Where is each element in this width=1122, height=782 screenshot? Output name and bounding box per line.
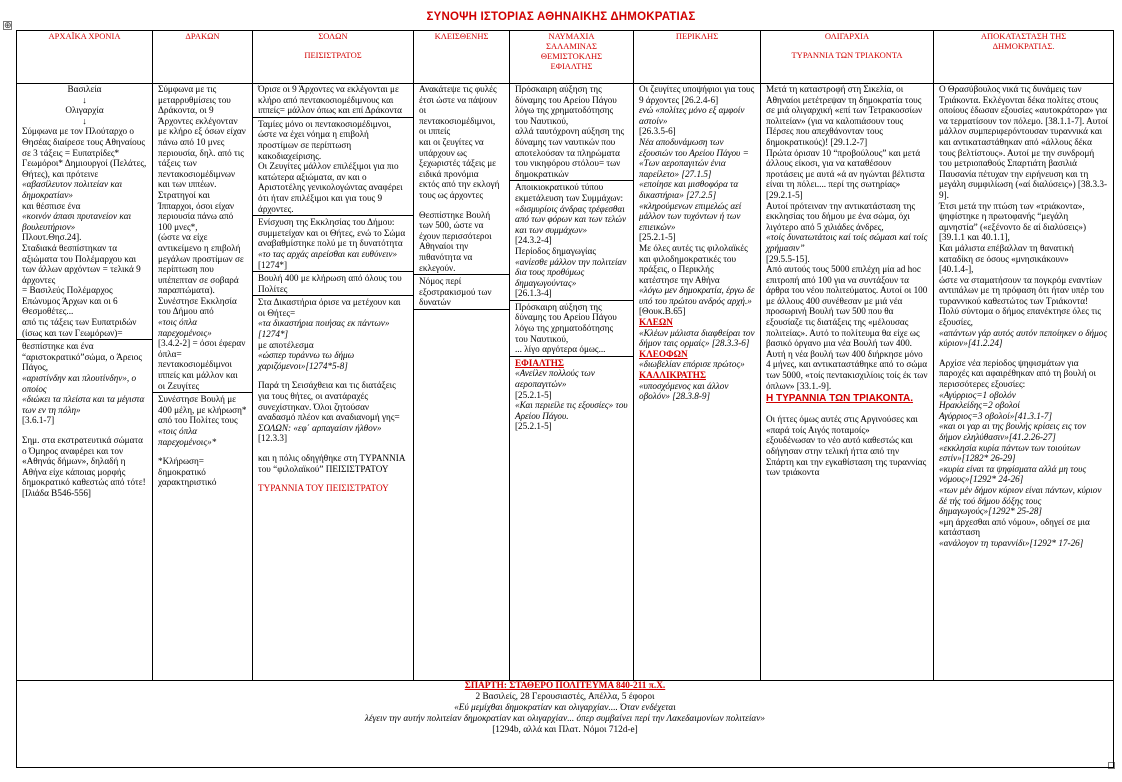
header-salamis: ΝΑΥΜΑΧΙΑ ΣΑΛΑΜΙΝΑΣ ΘΕΜΙΣΤΟΚΛΗΣ ΕΦΙΑΛΤΗΣ: [510, 31, 634, 84]
cell-text: από τις τάξεις των Ευπατριδών (ίσως και των Γεωμόρων)=: [22, 317, 137, 338]
cell-text: [29.2.1-5]: [766, 189, 803, 200]
cell-text: [3.4.2-2] = όσοι έφεραν όπλα=: [158, 338, 246, 359]
cell-text: και οι ζευγίτες να υπάρχουν ως ξεχωριστές τάξεις με ειδικά προνόμια: [419, 136, 497, 179]
cell-quote: «τοις όπλα παρεχομένοις»: [158, 317, 212, 338]
cell-text: = Βασιλεύς Πολέμαρχος Επώνυμος Άρχων και οι 6 Θεσμοθέτες...: [22, 285, 118, 317]
cell-text: Συνέστησε Εκκλησία του Δήμου από: [158, 295, 237, 317]
header-oligarchy: ΟΛΙΓΑΡΧΙΑ ΤΥΡΑΝΝΙΑ ΤΩΝ ΤΡΙΑΚΟΝΤΑ: [761, 31, 934, 84]
cell-quote: «τοίς δυνατωτάτοις καί τοίς σώμασι καί τοίς χρήμασιν”: [766, 232, 928, 253]
cell-text: αλλά ταυτόχρονη αύξηση της δύναμης των ναυτικών που αποτελούσαν τα πληρώματα: [515, 126, 625, 158]
cell-text: Σύμφωνα με τον Πλούταρχο ο Θησέας διαίρεσε τους Αθηναίους σε 3 τάξεις = Ευπατρίδες* Γεωμόροι* Δημιουργοί (Πελάτες, Θήτες), και πρότεινε: [22, 126, 147, 179]
cell-text: [Θουκ.Β.65]: [639, 306, 686, 317]
cell-text: Έτσι μετά την πτώση των «τριάκοντα», ψηφίστηκε η πρωτοφανής “μεγάλη αμνηστία” («εξένοντο δε αί διαλύσεις»): [939, 200, 1087, 232]
ephialtes-label: ΕΦΙΑΛΤΗΣ: [515, 357, 564, 368]
kleophon-label: ΚΛΕΟΦΩΝ: [639, 348, 688, 359]
page-title: ΣΥΝΟΨΗ ΙΣΤΟΡΙΑΣ ΑΘΗΝΑΙΚΗΣ ΔΗΜΟΚΡΑΤΙΑΣ: [426, 11, 696, 23]
cell-text: [29.5.5-15].: [766, 253, 810, 264]
cell-text: [24.3.2-4]: [515, 235, 552, 246]
cell-text: Στρατηγοί και Ίππαρχοι, όσοι είχαν περιουσία πάνω από 100 μνες*,: [158, 189, 235, 232]
cell-text: Πολύ σύντομα ο δήμος επανέκτησε όλες τις εξουσίες,: [939, 306, 1102, 328]
cell-quote: «απάντων γάρ αυτός αυτόν πεποίηκεν ο δήμος κύριον»[41.2.24]: [939, 327, 1108, 349]
arrow-down-icon: ↓: [82, 94, 87, 105]
footer-quote: λέγειν την αυτήν πολιτείαν δημοκρατίαν και ολιγαρχίαν... όπερ συμβαίνει περί την Λακεδαιμονίων πολιτείαν»: [364, 714, 766, 724]
cell-text: Μετά τη καταστροφή στη Σικελία, οι Αθηναίοι μετέτρεψαν τη δημοκρατία τους σε μιά ολιγαρχική «επί των Τετρακοσσίων πολιτείαν» (για να καλοπιάσουν τους Πέρσες που απεχθάνονταν τους δημοκρατικούς)! [29.1.2-7]: [766, 84, 923, 147]
cell-quote: «υποσχόμενος και άλλον οβολόν» [28.3.8-9]: [639, 380, 729, 402]
cell-text: [40.1.4-],: [939, 264, 974, 275]
cell-quote: «Αγύρριος=1 οβολόν: [939, 389, 1016, 400]
cell-text: Συνέστησε Βουλή με 400 μέλη, με κλήρωση*: [158, 394, 247, 415]
cell-quote: «τα δικαστήρια ποιήσας εκ πάντων» [1274*]: [258, 318, 390, 340]
archaic-cell: [17, 84, 153, 681]
restoration-cell: [934, 84, 1114, 681]
footer-row: [17, 681, 1114, 768]
header-restoration: ΑΠΟΚΑΤΑΣΤΑΣΗ ΤΗΣ ΔΗΜΟΚΡΑΤΙΑΣ.: [934, 31, 1114, 84]
cell-quote: «κληρούμενων επιμελώς αεί μάλλον των τυχόντων ή των επιεικών»: [639, 200, 742, 232]
header-drakon: ΔΡΑΚΩΝ: [153, 31, 253, 84]
cell-text: εκτός από την εκλογή τους ως άρχοντες: [419, 179, 500, 200]
cell-text: θεσπίστηκε και ένα: [22, 341, 94, 352]
footer-quote: «Εύ μεμίχθαι δημοκρατίαν και ολιγαρχίαν.... Όταν ενδέχεται: [454, 703, 676, 713]
cell-text: Αποικιοκρατικού τύπου εκμετάλευση των Συμμάχων:: [515, 182, 624, 203]
cell-quote: «εκκλησία κυρία πάντων των τοιούτων εστίν»[1282* 26-29]: [939, 442, 1081, 464]
cell-quote: «Των αεροπαγιτών ένια παρείλετο» [27.1.5]: [639, 158, 726, 179]
cell-text: Θεσπίστηκε Βουλή των 500, ώστε να έχουν περισσότεροι Αθηναίοι την πιθανότητα να εκλεγούν.: [419, 209, 492, 273]
cell-text: [1274*]: [258, 259, 288, 270]
cell-quote: «Ανείλεν πολλούς των αεροπαγιτών»: [515, 368, 595, 390]
cell-text: Ο Θρασύβουλος νικά τις δυνάμεις των Τριάκοντα. Εκλέγονται δέκα πολίτες στους οποίους έδωσαν εξουσίες «αυτοκράτορα» για να τερματίσουν τον πόλεμο. [38.1.1-7]. Αυτοί μάλλον συμπεριφερόντουσαν τυραννικά και και αντικαταστάθηκαν από «άλλους δέκα τους βελτίστους». Αυτοί με την συνδρομή του μετριοπαθούς Σπαρτιάτη βασιλιά Παυσανία πέτυχαν την ειρήνευση και τη μεγάλη συμφιλίωση («αί διαλύσεις») [38.3.3-9].: [939, 84, 1109, 200]
cell-text: οι ιππείς: [419, 126, 451, 137]
cell-quote: «τοις όπλα παρεχομένοις»*: [158, 426, 217, 447]
cell-quote: «διωβελίαν επόρισε πρώτος»: [639, 359, 745, 370]
cell-text: Οι Ζευγίτες μάλλον επιλέξιμοι για πιο κατώτερα αξιώματα, αν και ο Αριστοτέλης γενικολογώντας αναφέρει ότι ήταν επιλέξιμοι και για τους 9 άρχοντες.: [258, 161, 403, 214]
cell-quote: «κοινόν άπασι πρυτανείον και βουλευτήριον»: [22, 211, 132, 232]
sparta-footer: [17, 681, 1114, 768]
cell-text: [26.1.3-4]: [515, 288, 552, 299]
cell-text: Πλουτ.Θησ.24].: [22, 232, 82, 243]
cell-text: Πρόσκαιρη αύξηση της δύναμης του Αρείου Πάγου λόγω της χρηματοδότησης του Ναυτικού,: [515, 84, 617, 126]
pericles-cell: [634, 84, 761, 681]
cell-quote: «Κλέων μάλιστα διαφθείραι τον δήμον ταις ορμαίς» [28.3.3-6]: [639, 327, 755, 349]
cell-text: Με όλες αυτές τις φιλολαϊκές και φιλοδημοκρατικές του πράξεις, ο Περικλής κατέστησε την Αθήνα: [639, 242, 748, 285]
cell-text: Αρχίσε νέα περίοδος ψηφισμάτων για παροχές και αφαιρέθηκαν από τη βουλή οι περισσότερες εξουσίες:: [939, 357, 1096, 390]
body-row: [17, 84, 1114, 681]
cell-quote: «ώσπερ τυράννω τω δήμω χαριζόμενοι»[1274*5-8]: [258, 350, 355, 371]
cell-text: Από αυτούς τους 5000 επιλέχη μία ad hoc επιτροπή από 100 για να συντάξουν τα άρθρα του νέου πολιτεύματος. Αυτοί οι 100 με άλλους 400 συνέθεσαν με μιά νέα προσωρινή Βουλή των 500 που θα εξουσίαζε τις διατάξεις της «μέλουσας πολιτείας». Αυτό το πολίτευμα θα είχε ως βασικό όργανο μια νέα Βουλή των 400. Αυτή η νέα βουλή των 400 διήρκησε μόνο 4 μήνες, και αντικαταστάθηκε από το σώμα των 5000, «τοίς πεντακισχιλίοις τοίς έκ των όπλων» [33.1.-9].: [766, 264, 928, 391]
cell-text: ώστε να σταματήσουν τα πογκρόμ εναντίων αντιπάλων με τη πρόφαση ότι ήταν υπέρ του τυραννικού καθεστώτος των Τριάκοντα!: [939, 274, 1104, 306]
drakon-cell: [153, 84, 253, 681]
cell-text: Όρισε οι 9 Άρχοντες να εκλέγονται με κλήρο από πεντακοσιομέδιμνους και ιππείς= μάλλον όπως και επί Δράκοντα: [258, 84, 402, 116]
cell-text: Οι ήττες όμως αυτές στις Αργινούσες και «παρά τοίς Αιγός ποταμοίς»: [766, 414, 918, 435]
tyranny-peisistratos-label: ΤΥΡΑΝΝΙΑ ΤΟΥ ΠΕΙΣΙΣΤΡΑΤΟΥ: [258, 483, 389, 494]
cell-quote: ενώ «πολίτες μόνο εξ αμφοίν αστοίν»: [639, 105, 745, 126]
cell-text: Νόμος περί εξοστρακισμού των δυνατών: [419, 276, 492, 308]
cell-text: Οι ζευγίτες υποψήφιοι για τους 9 άρχοντες [26.2.4-6]: [639, 84, 755, 105]
cell-text: εξουδένωσαν το νέο αυτό καθεστώς και οδήγησαν στην τελική ήττα από την Σπάρτη και την εγκαθίσταση της τυραννίας των τριάκοντα: [766, 435, 927, 478]
cell-quote: Ηρακλείδης=2 οβολοί: [939, 400, 1020, 411]
oligarchy-cell: [761, 84, 934, 681]
kleisthenes-cell: [414, 84, 510, 681]
cell-text: Αυτοί πρότειναν την αντικατάσταση της εκκλησίας του δήμου με ένα σώμα, όχι λιγότερο από 5 χιλιάδες άνδρες,: [766, 200, 916, 232]
cell-text: από του Πολίτες τους: [158, 415, 238, 426]
cell-text: [25.2.1-5]: [639, 232, 676, 243]
cell-text: Σύμφωνα με τις μεταρρυθμίσεις του Δράκοντα, οι 9 Άρχοντες εκλέγονταν με κλήρο εξ όσων είχαν πάνω από 10 μνες περιουσία, δηλ. από τις τάξεις των πεντακοσιομέδιμνων και των ιππέων.: [158, 84, 246, 190]
cell-text: πεντακοσιομέδιμνοι ιππείς και μάλλον και οι Ζευγίτες: [158, 359, 238, 391]
salamis-cell: [510, 84, 634, 681]
cell-text: [12.3.3]: [258, 433, 288, 444]
cell-text: *Κλήρωση= δημοκρατικό χαρακτηριστικό: [158, 456, 217, 488]
cell-quote: «δισμυρίοις άνδρας τρέφεσθαι από των φόρων και των τελών και των συμμάχων»: [515, 203, 627, 235]
cell-text: συμμετείχαν και οι Θήτες, ενώ το Σώμα αναβαθμίστηκε πολύ με τη δυνατότητα: [258, 227, 406, 249]
cell-text: με αποτέλεσμα: [258, 339, 314, 350]
cell-quote: ΣΟΛΩΝ: «εφ΄ αρπαγαίσιν ήλθον»: [258, 422, 382, 433]
cell-text: [25.2.1-5]: [515, 389, 552, 400]
cell-quote: «αριστίνδην και πλουτίνδην», ο οποίος: [22, 373, 137, 394]
solon-cell: [253, 84, 414, 681]
cell-text: Ταμίες μόνο οι πεντακοσιομέδιμνοι, ώστε να έχει νόημα η επιβολή προστίμων σε περίπτωση κακοδιαχείρισης.: [258, 118, 392, 161]
summary-table: [16, 30, 1114, 768]
cell-text: Ανακάτεψε τις φυλές έτσι ώστε να πάψουν οι πεντακοσιομέδιμνοι,: [419, 84, 497, 126]
cell-quote: «λόγω μεν δημοκρατία, έργω δε υπό του πρώτου ανδρός αρχή.»: [639, 285, 755, 306]
cell-text: Βουλή 400 με κλήρωση από όλους του Πολίτες: [258, 273, 402, 294]
cell-text: Παρά τη Σεισάχθεια και τις διατάξεις για τους θήτες, οι ανατάραχές συνεχίστηκαν. Όλοι ζητούσαν αναδασμό πλέον και αναδιανομή γης=: [258, 380, 400, 423]
header-pericles: ΠΕΡΙΚΛΗΣ: [634, 31, 761, 84]
cell-quote: Αγύρριος=3 οβολοί»[41.3.1-7]: [939, 410, 1053, 421]
cell-quote: «διώκει τα πλείστα και τα μέγιστα των εν τη πόλη»: [22, 394, 145, 415]
cell-text: Πρώτα όρισαν 10 “προβούλους” και μετά άλλους είκοσι, για να καταθέσουν προτάσεις με αυτά «ά αν ηγώνται βέλτιστα είναι τη πόλει.... περί της σωτηρίας»: [766, 147, 925, 190]
cell-text: ... λίγο αργότερα όμως...: [515, 344, 606, 355]
cell-quote: «εποίησε και μισθοφόρα τα δικαστήρια» [27.2.5]: [639, 179, 739, 200]
cell-quote: «ανάλογον τη τυραννίδι»[1292* 17-26]: [939, 537, 1084, 548]
cell-text: και η πόλις οδηγήθηκε στη ΤΥΡΑΝΝΙΑ του “φιλολαϊκού” ΠΕΙΣΙΣΤΡΑΤΟΥ: [258, 453, 405, 474]
header-solon: ΣΟΛΩΝ ΠΕΙΣΙΣΤΡΑΤΟΣ: [253, 31, 414, 84]
arrow-down-icon: ↓: [82, 115, 87, 126]
cell-text: Στα Δικαστήρια όρισε να μετέχουν και οι Θήτες=: [258, 297, 401, 318]
header-archaic: ΑΡΧΑΪΚΑ ΧΡΟΝΙΑ: [17, 31, 153, 84]
cell-text: Σημ. στα εκστρατευτικά σώματα ο Όμηρος αναφέρει και τον «Αθηνάς δήμων», δηλαδή η Αθήνα είχε κάποιας μορφής δημοκρατικό καθεστώς από τότε!: [22, 435, 146, 488]
cell-text: και θέσπισε ένα: [22, 200, 81, 211]
cell-text: [39.1.1 και 40.1.1],: [939, 232, 1010, 243]
cell-quote: «κυρία είναι τα ψηφίσματα αλλά μη τους νόμους»[1292* 24-26]: [939, 463, 1087, 485]
cell-text: [3.6.1-7]: [22, 415, 55, 426]
move-handle-icon[interactable]: ⊕: [4, 21, 12, 31]
footer-title: ΣΠΑΡΤΗ: ΣΤΑΘΕΡΟ ΠΟΛΙΤΕΥΜΑ 840-211 π.Χ.: [464, 681, 666, 691]
cell-text: Πρόσκαιρη αύξηση της δύναμης του Αρείου Πάγου λόγω της χρηματοδότησης του Ναυτικού,: [515, 301, 617, 344]
cell-text: Ενίσχυση της Εκκλησίας του Δήμου:: [258, 217, 395, 228]
thirty-tyrants-label: Η ΤΥΡΑΝΝΙΑ ΤΩΝ ΤΡΙΑΚΟΝΤΑ.: [766, 393, 914, 405]
header-row: [17, 31, 1114, 84]
header-kleisthenes: ΚΛΕΙΣΘΕΝΗΣ: [414, 31, 510, 84]
cell-text: «μη άρχεσθαι από νόμου», οδηγεί σε μια κατάσταση: [939, 516, 1090, 538]
cell-text: (ώστε να είχε αντικείμενο η επιβολή μεγάλων προστίμων σε περίπτωση που υπέπεπταν σε σοβαρά παραπτώματα).: [158, 232, 244, 296]
cell-text: Σταδιακά θεσπίστηκαν τα αξιώματα του Πολέμαρχου και των άλλων αρχόντων = τελικά 9 άρχοντες: [22, 242, 141, 285]
cell-quote: Νέα αποδυνάμωση των εξουσιών του Αρείου Πάγου =: [639, 136, 749, 158]
cell-text: Βασιλεία: [67, 84, 102, 94]
cell-quote: «και οι γαρ αι της βουλής κρίσεις εις τον δήμον εληλύθασιν»[41.2.26-27]: [939, 421, 1087, 442]
cell-text: Περίοδος δημαγωγίας: [515, 245, 596, 256]
cell-text: [Ιλιάδα Β546-556]: [22, 487, 91, 498]
cell-text: [25.2.1-5]: [515, 421, 552, 432]
cell-quote: «ανίεσθε μάλλον την πολιτείαν δια τους προθύμως δημαγωγούντας»: [515, 256, 627, 288]
cell-quote: «Και περιείλε τις εξουσίες» του Αρείου Πάγου.: [515, 400, 628, 421]
cell-quote: «το τας αρχάς αιρείσθαι και ευθύνειν»: [258, 248, 398, 259]
footer-line: [1294b, αλλά και Πλατ. Νόμοι 712d-e]: [492, 725, 638, 735]
cell-text: Και μάλιστα επέβαλλαν τη θανατική καταδίκη σε όσους «μνησικάκουν»: [939, 242, 1074, 264]
cell-text: Ολιγαρχία: [65, 105, 104, 116]
cell-text: [26.3.5-6]: [639, 126, 676, 137]
cell-quote: «αβασίλευτον πολιτείαν και δημοκρατίαν»: [22, 179, 123, 200]
footer-line: 2 Βασιλείς, 28 Γερουσιαστές, Απέλλα, 5 έφοροι: [475, 692, 655, 702]
cell-text: του νικηφόρου στόλου= των δημοκρατικών: [515, 158, 621, 179]
cell-text: “αριστοκρατικό”σώμα, ο Άρειος Πάγος,: [22, 351, 142, 373]
kallikrates-label: ΚΑΛΛΙΚΡΑΤΗΣ: [639, 370, 706, 381]
kleon-label: ΚΛΕΩΝ: [639, 317, 673, 328]
cell-quote: «των μέν δήμον κύριον είναι πάντων, κύριον δέ τής τού δήμου δόξης τους δημαγωγούς»[1292* 25-28]: [939, 484, 1102, 517]
